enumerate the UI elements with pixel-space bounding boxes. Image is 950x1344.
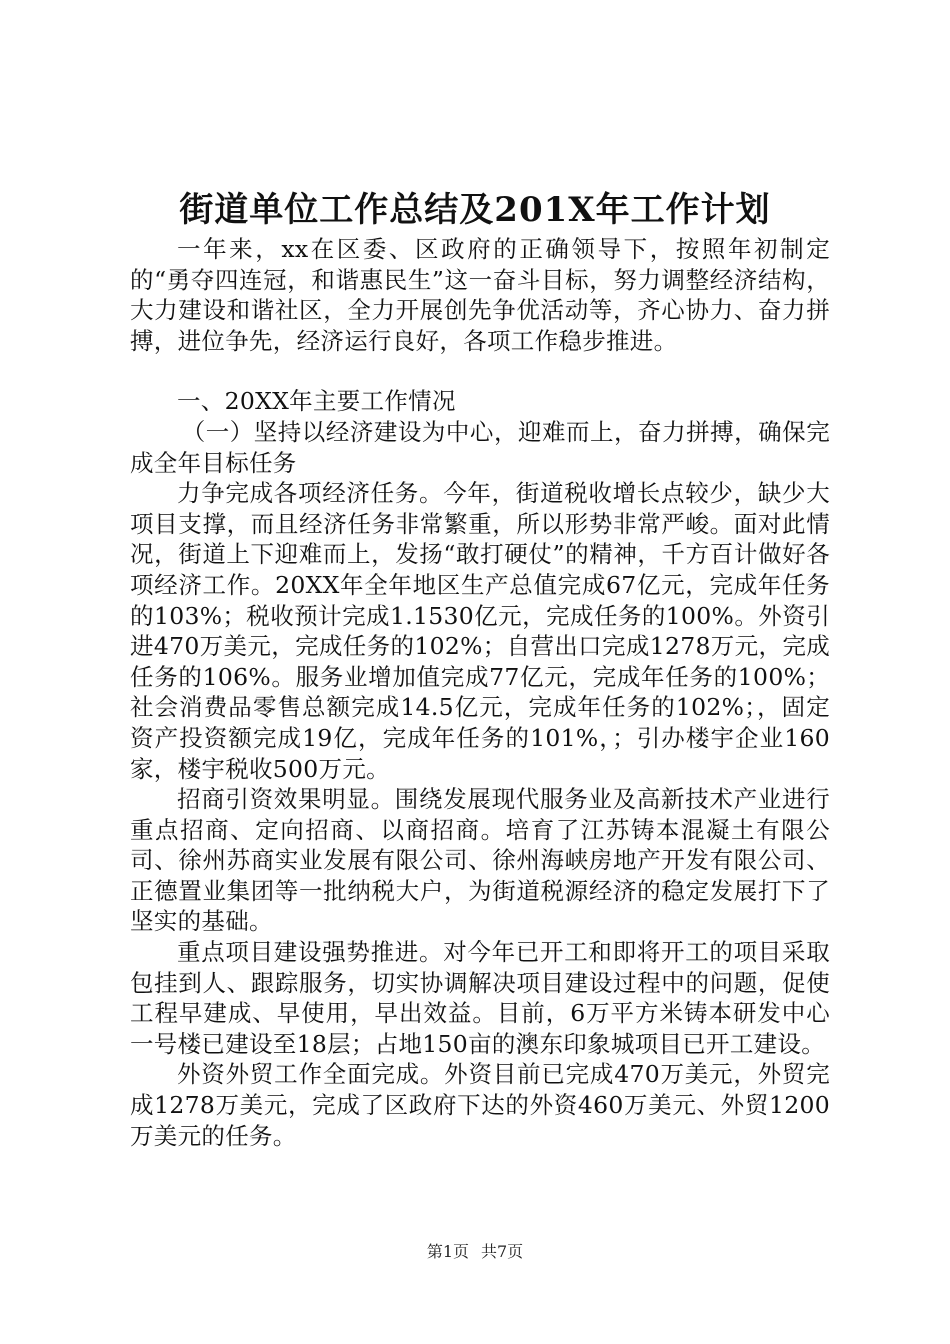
investment-paragraph: 招商引资效果明显。围绕发展现代服务业及高新技术产业进行重点招商、定向招商、以商招商。培育了江苏铸本混凝土有限公司、徐州苏商实业发展有限公司、徐州海峡房地产开发有限公司、正德置业集团等一批纳税大户，为街道税源经济的稳定发展打下了坚实的基础。 <box>130 785 830 936</box>
page-total: 共7页 <box>481 1242 524 1261</box>
document-title: 街道单位工作总结及201X年工作计划 <box>179 190 771 230</box>
foreign-trade-paragraph: 外资外贸工作全面完成。外资目前已完成470万美元，外贸完成1278万美元，完成了区政府下达的外资460万美元、外贸1200万美元的任务。 <box>130 1060 830 1150</box>
page-number: 第1页 <box>426 1242 469 1261</box>
economic-tasks-paragraph: 力争完成各项经济任务。今年，街道税收增长点较少，缺少大项目支撑，而且经济任务非常繁重，所以形势非常严峻。面对此情况，街道上下迎难而上，发扬“敢打硬仗”的精神，千方百计做好各项经济工作。20XX年全年地区生产总值完成67亿元，完成年任务的103%；税收预计完成1.1530亿元，完成任务的100%。外资引进470万美元，完成任务的102%；自营出口完成1278万元，完成任务的106%。服务业增加值完成77亿元，完成年任务的100%；社会消费品零售总额完成14.5亿元，完成年任务的102%；，固定资产投资额完成19亿，完成年任务的101%，；引办楼宇企业160家，楼宇税收500万元。 <box>130 479 830 783</box>
subsection-heading: （一）坚持以经济建设为中心，迎难而上，奋力拼搏，确保完成全年目标任务 <box>130 417 830 477</box>
document-body <box>130 234 830 1151</box>
intro-paragraph: 一年来，xx在区委、区政府的正确领导下，按照年初制定的“勇夺四连冠，和谐惠民生”这一奋斗目标，努力调整经济结构，大力建设和谐社区，全力开展创先争优活动等，齐心协力、奋力拼搏，进位争先，经济运行良好，各项工作稳步推进。 <box>130 235 830 355</box>
section-heading: 一、20XX年主要工作情况 <box>177 387 456 416</box>
key-projects-paragraph: 重点项目建设强势推进。对今年已开工和即将开工的项目采取包挂到人、跟踪服务，切实协调解决项目建设过程中的问题，促使工程早建成、早使用，早出效益。目前，6万平方米铸本研发中心一号楼已建设至18层；占地150亩的澳东印象城项目已开工建设。 <box>130 938 830 1058</box>
page-footer <box>0 1240 950 1264</box>
